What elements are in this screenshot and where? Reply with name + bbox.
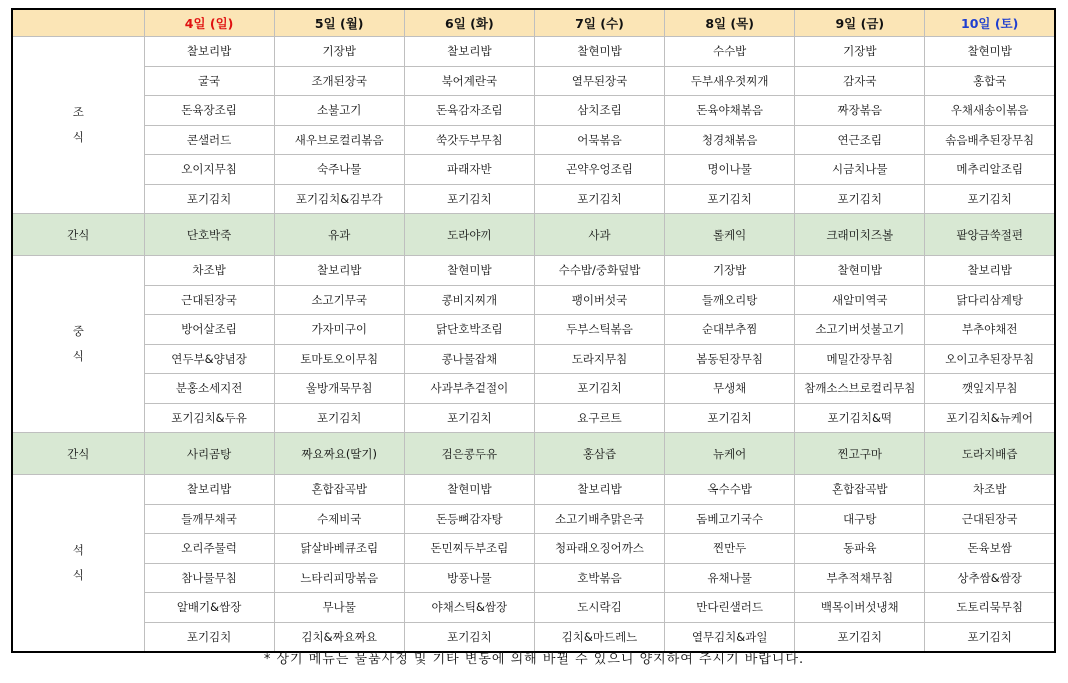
- day-header-wed: 7일 (수): [534, 9, 664, 37]
- lunch-item-thu: 무생채: [665, 374, 795, 404]
- day-header-sun: 4일 (일): [144, 9, 274, 37]
- lunch-item-wed: 도라지무침: [534, 344, 664, 374]
- day-header-tue: 6일 (화): [404, 9, 534, 37]
- dinner-row: [12, 534, 1055, 564]
- breakfast-row: [12, 66, 1055, 96]
- lunch-item-fri: 메밀간장무침: [795, 344, 925, 374]
- lunch-item-mon: 토마토오이무침: [274, 344, 404, 374]
- breakfast-row: [12, 125, 1055, 155]
- lunch-item-wed: 포기김치: [534, 374, 664, 404]
- dinner-item-sat: 돈육보쌈: [925, 534, 1055, 564]
- lunch-item-tue: 콩나물잡채: [404, 344, 534, 374]
- footnote: * 상기 메뉴는 물품사정 및 기타 변동에 의해 바뀔 수 있으니 양지하여 주시기 바랍니다.: [263, 652, 805, 667]
- dinner-item-sat: 상추쌈&쌈장: [925, 563, 1055, 593]
- dinner-item-wed: 김치&마드레느: [534, 622, 664, 652]
- dinner-item-thu: 옥수수밥: [665, 475, 795, 505]
- breakfast-item-tue: 찰보리밥: [404, 37, 534, 67]
- breakfast-item-sun: 돈육장조림: [144, 96, 274, 126]
- dinner-item-fri: 포기김치: [795, 622, 925, 652]
- breakfast-item-fri: 기장밥: [795, 37, 925, 67]
- dinner-item-thu: 돔베고기국수: [665, 504, 795, 534]
- dinner-item-sat: 차조밥: [925, 475, 1055, 505]
- day-header-sat: 10일 (토): [925, 9, 1055, 37]
- lunch-item-sat: 깻잎지무침: [925, 374, 1055, 404]
- lunch-row: [12, 374, 1055, 404]
- dinner-item-wed: 도시락김: [534, 593, 664, 623]
- menu-body: [12, 37, 1055, 653]
- lunch-item-wed: 수수밥/중화덮밥: [534, 256, 664, 286]
- breakfast-item-thu: 청경채볶음: [665, 125, 795, 155]
- snack_pm-item-sat: 도라지배즙: [925, 433, 1055, 475]
- dinner-item-fri: 동파육: [795, 534, 925, 564]
- dinner-item-tue: 돈민찌두부조림: [404, 534, 534, 564]
- breakfast-item-thu: 돈육야채볶음: [665, 96, 795, 126]
- lunch-item-fri: 찰현미밥: [795, 256, 925, 286]
- breakfast-item-wed: 찰현미밥: [534, 37, 664, 67]
- snack_pm-item-tue: 검은콩두유: [404, 433, 534, 475]
- breakfast-row: [12, 155, 1055, 185]
- breakfast-item-sun: 포기김치: [144, 184, 274, 214]
- dinner-item-thu: 열무김치&과일: [665, 622, 795, 652]
- breakfast-item-sat: 포기김치: [925, 184, 1055, 214]
- breakfast-item-sun: 찰보리밥: [144, 37, 274, 67]
- breakfast-item-tue: 파래자반: [404, 155, 534, 185]
- dinner-item-sun: 오리주물럭: [144, 534, 274, 564]
- dinner-item-fri: 혼합잡곡밥: [795, 475, 925, 505]
- dinner-item-sat: 근대된장국: [925, 504, 1055, 534]
- dinner-item-fri: 백목이버섯냉채: [795, 593, 925, 623]
- lunch-item-thu: 포기김치: [665, 403, 795, 433]
- dinner-item-tue: 포기김치: [404, 622, 534, 652]
- snack_pm-item-mon: 짜요짜요(딸기): [274, 433, 404, 475]
- breakfast-item-sun: 오이지무침: [144, 155, 274, 185]
- snack_am-item-thu: 롤케익: [665, 214, 795, 256]
- dinner-item-mon: 닭살바베큐조림: [274, 534, 404, 564]
- dinner-item-wed: 소고기배추맑은국: [534, 504, 664, 534]
- dinner-item-sat: 도토리묵무침: [925, 593, 1055, 623]
- lunch-item-sat: 포기김치&뉴케어: [925, 403, 1055, 433]
- dinner-item-sun: 찰보리밥: [144, 475, 274, 505]
- dinner-item-thu: 만다린샐러드: [665, 593, 795, 623]
- breakfast-row: [12, 96, 1055, 126]
- lunch-item-thu: 순대부추찜: [665, 315, 795, 345]
- dinner-item-mon: 혼합잡곡밥: [274, 475, 404, 505]
- breakfast-item-wed: 삼치조림: [534, 96, 664, 126]
- snack_am-label: 간식: [12, 214, 144, 256]
- day-header-thu: 8일 (목): [665, 9, 795, 37]
- breakfast-row: [12, 184, 1055, 214]
- breakfast-item-fri: 감자국: [795, 66, 925, 96]
- breakfast-item-tue: 북어계란국: [404, 66, 534, 96]
- dinner-item-mon: 김치&짜요짜요: [274, 622, 404, 652]
- breakfast-row: [12, 37, 1055, 67]
- breakfast-item-mon: 숙주나물: [274, 155, 404, 185]
- dinner-label-char: 석: [72, 543, 84, 558]
- lunch-item-fri: 소고기버섯불고기: [795, 315, 925, 345]
- snack_am-item-tue: 도라야끼: [404, 214, 534, 256]
- lunch-item-thu: 기장밥: [665, 256, 795, 286]
- breakfast-item-fri: 포기김치: [795, 184, 925, 214]
- breakfast-item-mon: 새우브로컬리볶음: [274, 125, 404, 155]
- dinner-item-fri: 부추적채무침: [795, 563, 925, 593]
- lunch-row: [12, 344, 1055, 374]
- dinner-item-wed: 호박볶음: [534, 563, 664, 593]
- dinner-label: [12, 475, 144, 653]
- lunch-item-sat: 오이고추된장무침: [925, 344, 1055, 374]
- lunch-item-sun: 분홍소세지전: [144, 374, 274, 404]
- dinner-item-sun: 참나물무침: [144, 563, 274, 593]
- lunch-item-wed: 팽이버섯국: [534, 285, 664, 315]
- dinner-item-sun: 들깨무채국: [144, 504, 274, 534]
- lunch-item-thu: 들깨오리탕: [665, 285, 795, 315]
- lunch-label-char: 식: [72, 349, 84, 363]
- snack_pm-row: [12, 433, 1055, 475]
- breakfast-item-sat: 우채새송이볶음: [925, 96, 1055, 126]
- dinner-item-thu: 유채나물: [665, 563, 795, 593]
- snack_am-item-sat: 팥앙금쑥절편: [925, 214, 1055, 256]
- breakfast-item-wed: 어묵볶음: [534, 125, 664, 155]
- lunch-item-tue: 포기김치: [404, 403, 534, 433]
- breakfast-item-mon: 포기김치&김부각: [274, 184, 404, 214]
- breakfast-item-fri: 연근조림: [795, 125, 925, 155]
- lunch-item-sat: 부추야채전: [925, 315, 1055, 345]
- breakfast-item-fri: 짜장볶음: [795, 96, 925, 126]
- snack_am-row: [12, 214, 1055, 256]
- breakfast-label-char: 식: [72, 130, 84, 144]
- snack_pm-label: 간식: [12, 433, 144, 475]
- dinner-item-wed: 찰보리밥: [534, 475, 664, 505]
- breakfast-item-wed: 포기김치: [534, 184, 664, 214]
- lunch-item-fri: 참깨소스브로컬리무침: [795, 374, 925, 404]
- day-header-row: [12, 9, 1055, 37]
- dinner-row: [12, 504, 1055, 534]
- dinner-item-thu: 찐만두: [665, 534, 795, 564]
- lunch-item-mon: 포기김치: [274, 403, 404, 433]
- breakfast-item-thu: 명이나물: [665, 155, 795, 185]
- dinner-item-tue: 찰현미밥: [404, 475, 534, 505]
- dinner-item-tue: 야채스틱&쌈장: [404, 593, 534, 623]
- dinner-row: [12, 593, 1055, 623]
- lunch-item-fri: 포기김치&떡: [795, 403, 925, 433]
- dinner-item-sun: 포기김치: [144, 622, 274, 652]
- lunch-item-tue: 사과부추겉절이: [404, 374, 534, 404]
- dinner-item-tue: 돈등뼈감자탕: [404, 504, 534, 534]
- lunch-item-mon: 가자미구이: [274, 315, 404, 345]
- lunch-item-sat: 닭다리삼계탕: [925, 285, 1055, 315]
- snack_pm-item-sun: 사리곰탕: [144, 433, 274, 475]
- lunch-item-sun: 방어살조림: [144, 315, 274, 345]
- breakfast-item-wed: 열무된장국: [534, 66, 664, 96]
- breakfast-item-tue: 쑥갓두부무침: [404, 125, 534, 155]
- dinner-item-tue: 방풍나물: [404, 563, 534, 593]
- breakfast-item-mon: 기장밥: [274, 37, 404, 67]
- dinner-row: [12, 475, 1055, 505]
- breakfast-item-sat: 메추리알조림: [925, 155, 1055, 185]
- lunch-item-fri: 새알미역국: [795, 285, 925, 315]
- lunch-row: [12, 256, 1055, 286]
- snack_am-item-fri: 크래미치즈볼: [795, 214, 925, 256]
- lunch-label: [12, 256, 144, 433]
- lunch-label-char: 중: [72, 324, 84, 339]
- breakfast-item-thu: 수수밥: [665, 37, 795, 67]
- dinner-row: [12, 563, 1055, 593]
- breakfast-item-fri: 시금치나물: [795, 155, 925, 185]
- dinner-item-fri: 대구탕: [795, 504, 925, 534]
- dinner-item-mon: 느타리피망볶음: [274, 563, 404, 593]
- snack_pm-item-thu: 뉴케어: [665, 433, 795, 475]
- lunch-item-mon: 찰보리밥: [274, 256, 404, 286]
- lunch-item-tue: 콩비지찌개: [404, 285, 534, 315]
- snack_am-item-mon: 유과: [274, 214, 404, 256]
- breakfast-item-mon: 조개된장국: [274, 66, 404, 96]
- lunch-item-tue: 닭단호박조림: [404, 315, 534, 345]
- weekly-menu-table: [11, 8, 1056, 653]
- breakfast-item-tue: 돈육감자조림: [404, 96, 534, 126]
- breakfast-item-tue: 포기김치: [404, 184, 534, 214]
- lunch-item-wed: 요구르트: [534, 403, 664, 433]
- snack_pm-item-wed: 홍삼즙: [534, 433, 664, 475]
- breakfast-item-thu: 포기김치: [665, 184, 795, 214]
- breakfast-item-mon: 소불고기: [274, 96, 404, 126]
- lunch-item-sun: 차조밥: [144, 256, 274, 286]
- dinner-item-mon: 수제비국: [274, 504, 404, 534]
- snack_am-item-wed: 사과: [534, 214, 664, 256]
- lunch-item-thu: 봄동된장무침: [665, 344, 795, 374]
- day-header-mon: 5일 (월): [274, 9, 404, 37]
- breakfast-label: [12, 37, 144, 214]
- lunch-item-wed: 두부스틱볶음: [534, 315, 664, 345]
- dinner-label-char: 식: [72, 568, 84, 582]
- snack_pm-item-fri: 찐고구마: [795, 433, 925, 475]
- breakfast-item-sun: 콘샐러드: [144, 125, 274, 155]
- lunch-item-sat: 찰보리밥: [925, 256, 1055, 286]
- dinner-item-wed: 청파래오징어까스: [534, 534, 664, 564]
- breakfast-item-thu: 두부새우젓찌개: [665, 66, 795, 96]
- breakfast-item-sat: 솎음배추된장무침: [925, 125, 1055, 155]
- breakfast-item-sat: 찰현미밥: [925, 37, 1055, 67]
- dinner-item-sun: 알배기&쌈장: [144, 593, 274, 623]
- breakfast-label-char: 조: [72, 105, 84, 120]
- breakfast-item-sat: 홍합국: [925, 66, 1055, 96]
- lunch-row: [12, 403, 1055, 433]
- lunch-item-mon: 울방개묵무침: [274, 374, 404, 404]
- lunch-item-sun: 연두부&양념장: [144, 344, 274, 374]
- header-corner: [12, 9, 144, 37]
- dinner-item-sat: 포기김치: [925, 622, 1055, 652]
- lunch-row: [12, 285, 1055, 315]
- breakfast-item-wed: 곤약우엉조림: [534, 155, 664, 185]
- breakfast-item-sun: 굴국: [144, 66, 274, 96]
- day-header-fri: 9일 (금): [795, 9, 925, 37]
- lunch-item-sun: 포기김치&두유: [144, 403, 274, 433]
- lunch-row: [12, 315, 1055, 345]
- dinner-item-mon: 무나물: [274, 593, 404, 623]
- lunch-item-sun: 근대된장국: [144, 285, 274, 315]
- lunch-item-mon: 소고기무국: [274, 285, 404, 315]
- snack_am-item-sun: 단호박죽: [144, 214, 274, 256]
- lunch-item-tue: 찰현미밥: [404, 256, 534, 286]
